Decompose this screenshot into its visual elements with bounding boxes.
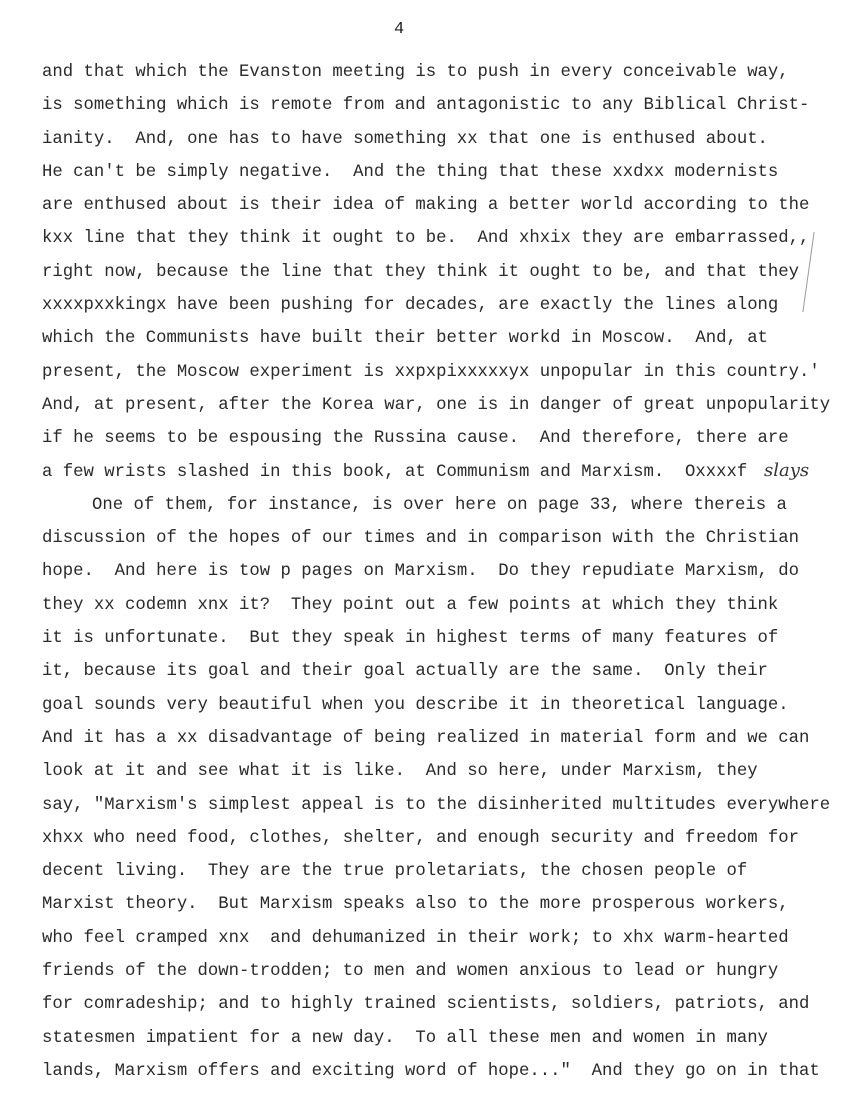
text-line: it is unfortunate. But they speak in highest terms of many features of	[42, 629, 779, 649]
text-line: He can't be simply negative. And the thing that these xxdxx modernists	[42, 162, 779, 182]
text-line: kxx line that they think it ought to be. And xhxix they are embarrassed,,	[42, 229, 810, 249]
text-line: lands, Marxism offers and exciting word of hope..." And they go on in that	[42, 1061, 820, 1081]
text-line: for comradeship; and to highly trained scientists, soldiers, patriots, and	[42, 995, 810, 1015]
text-line: they xx codemn xnx it? They point out a few points at which they think	[42, 595, 779, 615]
page-number: 4	[394, 20, 405, 39]
text-line: One of them, for instance, is over here on page 33, where thereis a	[92, 495, 787, 515]
text-line: hope. And here is tow p pages on Marxism. Do they repudiate Marxism, do	[42, 562, 800, 582]
text-line: a few wrists slashed in this book, at Communism and Marxism. Oxxxxf	[42, 462, 748, 482]
text-line: if he seems to be espousing the Russina cause. And therefore, there are	[42, 429, 789, 449]
text-line: discussion of the hopes of our times and in comparison with the Christian	[42, 529, 800, 549]
text-line: goal sounds very beautiful when you describe it in theoretical language.	[42, 695, 789, 715]
text-line: is something which is remote from and antagonistic to any Biblical Christ-	[42, 96, 810, 116]
text-line: xhxx who need food, clothes, shelter, and enough security and freedom for	[42, 828, 800, 848]
text-line: And, at present, after the Korea war, one is in danger of great unpopularity	[42, 395, 831, 415]
text-line: xxxxpxxkingx have been pushing for decades, are exactly the lines along	[42, 296, 779, 316]
text-line: which the Communists have built their better workd in Moscow. And, at	[42, 329, 768, 349]
text-line: And it has a xx disadvantage of being realized in material form and we can	[42, 728, 810, 748]
text-line: decent living. They are the true proletariats, the chosen people of	[42, 862, 748, 882]
text-line: statesmen impatient for a new day. To all these men and women in many	[42, 1028, 768, 1048]
text-line: look at it and see what it is like. And so here, under Marxism, they	[42, 762, 758, 782]
text-line: friends of the down-trodden; to men and women anxious to lead or hungry	[42, 962, 779, 982]
text-line: right now, because the line that they think it ought to be, and that they	[42, 262, 800, 282]
text-line: Marxist theory. But Marxism speaks also to the more prosperous workers,	[42, 895, 789, 915]
text-line: it, because its goal and their goal actually are the same. Only their	[42, 662, 768, 682]
text-line: present, the Moscow experiment is xxpxpixxxxxyx unpopular in this country.'	[42, 362, 820, 382]
handwritten-annotation: slays	[764, 460, 810, 481]
typewritten-body	[42, 56, 842, 1088]
text-line: are enthused about is their idea of making a better world according to the	[42, 196, 810, 216]
text-line: and that which the Evanston meeting is to push in every conceivable way,	[42, 63, 789, 82]
text-line: ianity. And, one has to have something xx that one is enthused about.	[42, 129, 768, 149]
text-line: who feel cramped xnx and dehumanized in their work; to xhx warm-hearted	[42, 928, 789, 948]
text-line: say, "Marxism's simplest appeal is to the disinherited multitudes everywhere	[42, 795, 831, 815]
